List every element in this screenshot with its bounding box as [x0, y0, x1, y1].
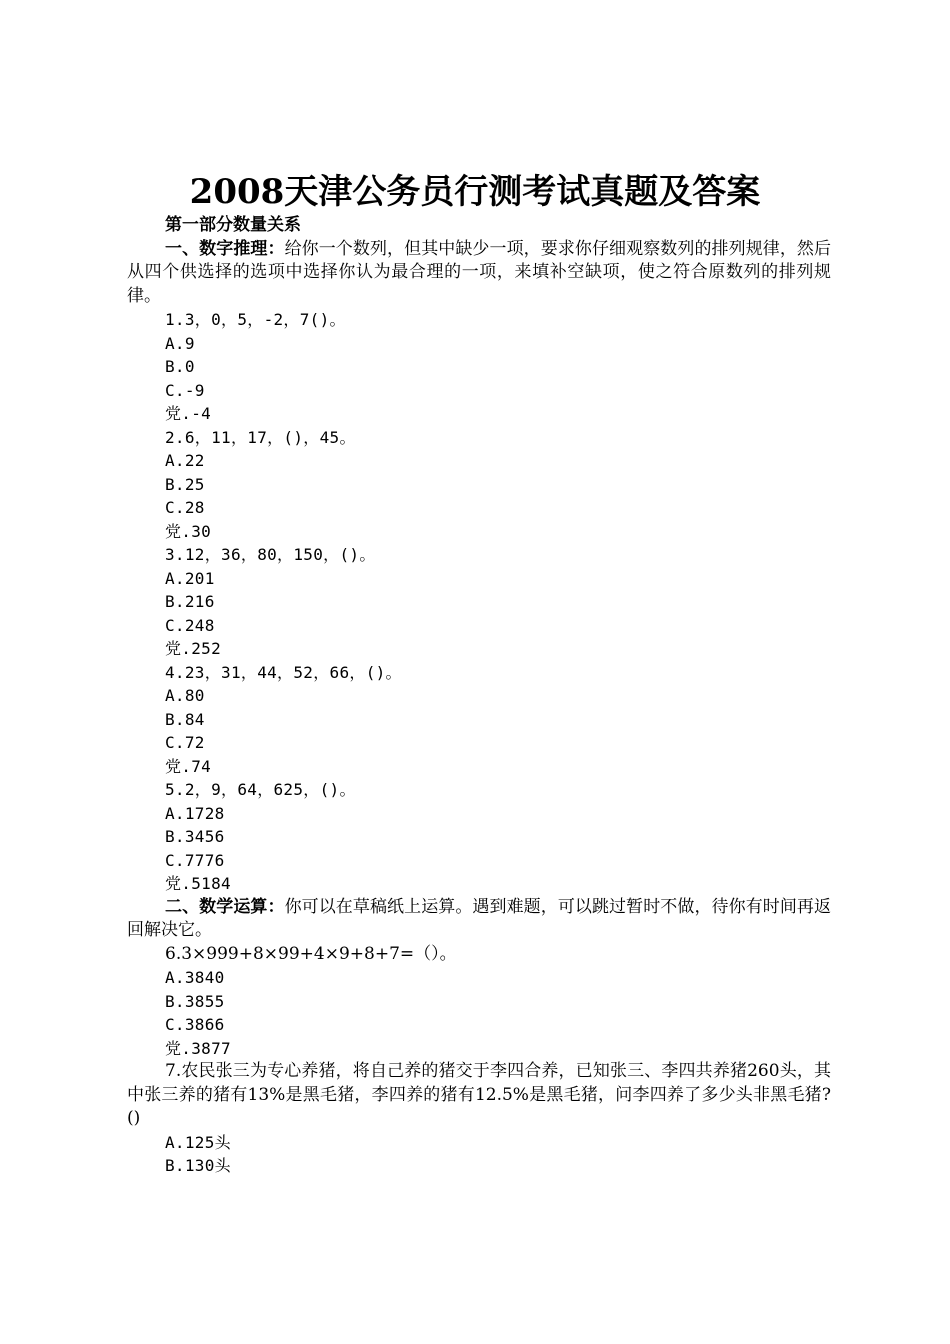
option-a: A.125头 — [165, 1132, 231, 1152]
question-3 — [127, 543, 831, 661]
option-d: 党.3877 — [165, 1038, 231, 1058]
option-d: 党.252 — [165, 639, 222, 658]
question-2 — [127, 426, 831, 544]
option-a: A.9 — [165, 333, 195, 353]
option-c: C.248 — [165, 615, 215, 635]
option-a: A.1728 — [165, 803, 225, 823]
option-c: C.7776 — [165, 850, 225, 870]
option-a: A.80 — [165, 686, 205, 705]
option-c: C.28 — [165, 498, 205, 517]
question-1 — [127, 308, 831, 426]
question-stem: 1.3，0，5，-2，7()。 — [165, 310, 346, 329]
option-b: B.84 — [165, 709, 205, 729]
option-c: C.72 — [165, 733, 205, 752]
question-stem: 5.2，9，64，625，()。 — [165, 780, 356, 799]
option-b: B.130头 — [165, 1156, 231, 1175]
question-stem: 2.6，11，17，()，45。 — [165, 427, 356, 447]
option-d: 党.30 — [165, 521, 212, 541]
part2-label: 二、数学运算： — [165, 896, 285, 917]
question-6 — [127, 943, 831, 1061]
option-c: C.3866 — [165, 1015, 225, 1034]
option-a: A.22 — [165, 451, 205, 470]
option-b: B.216 — [165, 592, 215, 611]
document-body — [127, 214, 831, 1178]
question-stem: 7.农民张三为专心养猪，将自己养的猪交于李四合养，已知张三、李四共养猪260头，其中张三养的猪有13%是黑毛猪，李四养的猪有12.5%是黑毛猪，问李四养了多少头非黑毛猪?() — [127, 1061, 831, 1128]
part2-instructions: 你可以在草稿纸上运算。遇到难题，可以跳过暂时不做，待你有时间再返回解决它。 — [127, 896, 832, 940]
question-stem: 3.12，36，80，150，()。 — [165, 545, 376, 564]
question-stem: 6.3×999+8×99+4×9+8+7=（）。 — [165, 943, 457, 964]
option-b: B.3855 — [165, 991, 225, 1011]
part2-instructions-paragraph — [127, 896, 831, 943]
option-b: B.0 — [165, 357, 195, 376]
option-d: 党.74 — [165, 756, 212, 776]
question-stem: 4.23，31，44，52，66，()。 — [165, 662, 402, 682]
option-c: C.-9 — [165, 380, 205, 400]
option-a: A.201 — [165, 568, 215, 588]
option-b: B.3456 — [165, 827, 225, 846]
part1-instructions: 给你一个数列，但其中缺少一项，要求你仔细观察数列的排列规律，然后从四个供选择的选项中选择你认为最合理的一项，来填补空缺项，使之符合原数列的排列规律。 — [127, 238, 832, 306]
question-7 — [127, 1060, 831, 1178]
option-d: 党.5184 — [165, 874, 231, 893]
option-d: 党.-4 — [165, 404, 212, 423]
option-b: B.25 — [165, 474, 205, 494]
question-5 — [127, 778, 831, 896]
question-4 — [127, 661, 831, 779]
part1-label: 一、数字推理： — [165, 238, 285, 259]
option-a: A.3840 — [165, 968, 225, 987]
part1-instructions-paragraph — [127, 238, 831, 309]
section-heading: 第一部分数量关系 — [165, 215, 301, 235]
page-title: 2008天津公务员行测考试真题及答案 — [189, 172, 761, 212]
